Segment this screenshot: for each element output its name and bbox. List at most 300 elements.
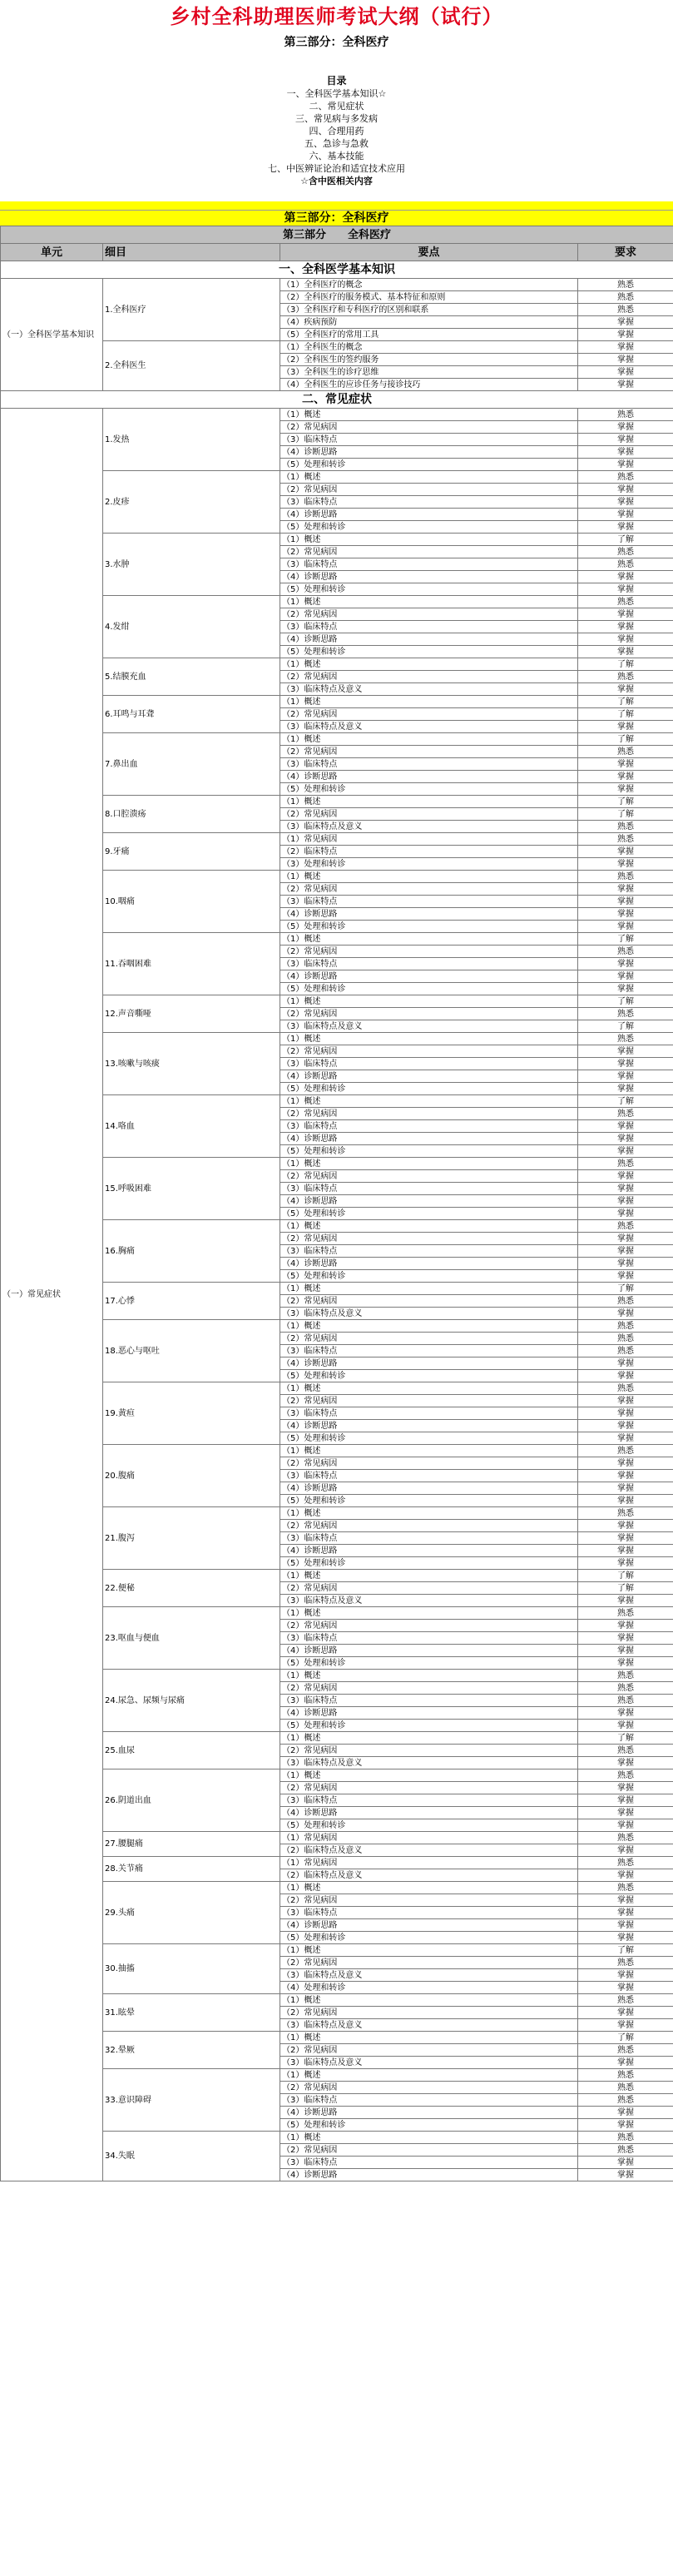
point-cell: （4）诊断思路 [280, 1645, 578, 1657]
point-cell: （4）诊断思路 [280, 1133, 578, 1145]
point-cell: （1）概述 [280, 471, 578, 484]
level-cell: 了解 [578, 696, 673, 708]
point-cell: （5）处理和转诊 [280, 646, 578, 658]
point-cell: （1）概述 [280, 1095, 578, 1108]
point-cell: （2）常见病因 [280, 1295, 578, 1308]
point-cell: （5）处理和转诊 [280, 1557, 578, 1570]
level-cell: 掌握 [578, 646, 673, 658]
level-cell: 熟悉 [578, 546, 673, 558]
level-cell: 掌握 [578, 1407, 673, 1420]
level-cell: 掌握 [578, 1969, 673, 1982]
point-cell: （1）概述 [280, 2132, 578, 2144]
point-cell: （3）临床特点 [280, 1632, 578, 1645]
point-cell: （5）处理和转诊 [280, 521, 578, 534]
level-cell: 掌握 [578, 2119, 673, 2132]
level-cell: 掌握 [578, 521, 673, 534]
point-cell: （4）诊断思路 [280, 908, 578, 921]
point-cell: （3）临床特点 [280, 1183, 578, 1195]
point-cell: （2）常见病因 [280, 1333, 578, 1345]
level-cell: 熟悉 [578, 304, 673, 316]
point-cell: （1）概述 [280, 1220, 578, 1233]
level-cell: 熟悉 [578, 946, 673, 958]
level-cell: 熟悉 [578, 2094, 673, 2107]
point-cell: （2）常见病因 [280, 1008, 578, 1020]
yellow-band [0, 201, 673, 210]
level-cell: 熟悉 [578, 833, 673, 846]
point-cell: （2）常见病因 [280, 2082, 578, 2094]
point-cell: （2）常见病因 [280, 1045, 578, 1058]
point-cell: （1）概述 [280, 2069, 578, 2082]
level-cell: 掌握 [578, 1245, 673, 1258]
level-cell: 掌握 [578, 970, 673, 983]
level-cell: 掌握 [578, 921, 673, 933]
table-row [1, 279, 673, 291]
toc-item: 六、基本技能 [309, 151, 364, 161]
point-cell: （3）临床特点 [280, 2094, 578, 2107]
level-cell: 掌握 [578, 1083, 673, 1095]
topic-cell: 30.抽搐 [103, 1944, 280, 1994]
point-cell: （5）处理和转诊 [280, 1720, 578, 1732]
header-point: 要点 [280, 244, 578, 261]
point-cell: （5）处理和转诊 [280, 1145, 578, 1158]
point-cell: （1）全科医生的概念 [280, 341, 578, 354]
point-cell: （2）临床特点 [280, 846, 578, 858]
point-cell: （3）临床特点 [280, 558, 578, 571]
level-cell: 掌握 [578, 908, 673, 921]
document-subtitle: 第三部分：全科医疗 [284, 36, 389, 49]
point-cell: （3）临床特点及意义 [280, 2019, 578, 2032]
point-cell: （1）概述 [280, 1033, 578, 1045]
level-cell: 掌握 [578, 1894, 673, 1907]
level-cell: 熟悉 [578, 2044, 673, 2057]
topic-cell: 16.胸痛 [103, 1220, 280, 1283]
level-cell: 熟悉 [578, 409, 673, 421]
point-cell: （3）临床特点 [280, 1120, 578, 1133]
level-cell: 熟悉 [578, 1382, 673, 1395]
table-column-headers [1, 244, 673, 261]
topic-cell: 8.口腔溃疡 [103, 796, 280, 833]
point-cell: （3）临床特点 [280, 2157, 578, 2169]
topic-cell: 2.皮疹 [103, 471, 280, 534]
level-cell: 掌握 [578, 509, 673, 521]
point-cell: （1）概述 [280, 1944, 578, 1957]
level-cell: 掌握 [578, 459, 673, 471]
level-cell: 掌握 [578, 1545, 673, 1557]
part-title: 第三部分：全科医疗 [0, 210, 673, 226]
level-cell: 熟悉 [578, 1882, 673, 1894]
level-cell: 掌握 [578, 2107, 673, 2119]
point-cell: （5）处理和转诊 [280, 1657, 578, 1670]
level-cell: 掌握 [578, 1258, 673, 1270]
level-cell: 熟悉 [578, 596, 673, 608]
point-cell: （5）处理和转诊 [280, 1270, 578, 1283]
level-cell: 掌握 [578, 571, 673, 583]
level-cell: 熟悉 [578, 1158, 673, 1170]
point-cell: （1）概述 [280, 1382, 578, 1395]
point-cell: （5）处理和转诊 [280, 1083, 578, 1095]
level-cell: 掌握 [578, 1757, 673, 1769]
level-cell: 熟悉 [578, 1295, 673, 1308]
point-cell: （3）临床特点及意义 [280, 821, 578, 833]
point-cell: （4）诊断思路 [280, 1482, 578, 1495]
point-cell: （5）处理和转诊 [280, 783, 578, 796]
point-cell: （1）概述 [280, 733, 578, 746]
point-cell: （3）全科医疗和专科医疗的区别和联系 [280, 304, 578, 316]
level-cell: 掌握 [578, 683, 673, 696]
topic-cell: 12.声音嘶哑 [103, 995, 280, 1033]
section-row [1, 261, 673, 279]
level-cell: 了解 [578, 1283, 673, 1295]
level-cell: 了解 [578, 796, 673, 808]
level-cell: 掌握 [578, 1982, 673, 1994]
point-cell: （3）临床特点 [280, 1794, 578, 1807]
topic-cell: 14.咯血 [103, 1095, 280, 1158]
level-cell: 掌握 [578, 1532, 673, 1545]
point-cell: （2）常见病因 [280, 746, 578, 758]
level-cell: 掌握 [578, 1707, 673, 1720]
point-cell: （4）诊断思路 [280, 1707, 578, 1720]
toc-item: 一、全科医学基本知识☆ [286, 88, 387, 99]
point-cell: （3）临床特点 [280, 896, 578, 908]
level-cell: 掌握 [578, 421, 673, 434]
level-cell: 掌握 [578, 366, 673, 379]
point-cell: （2）常见病因 [280, 1108, 578, 1120]
point-cell: （3）临床特点 [280, 1407, 578, 1420]
toc-item: 七、中医辨证论治和适宜技术应用 [268, 163, 405, 174]
level-cell: 掌握 [578, 1794, 673, 1807]
point-cell: （4）诊断思路 [280, 1919, 578, 1932]
point-cell: （3）临床特点 [280, 958, 578, 970]
level-cell: 熟悉 [578, 1320, 673, 1333]
level-cell: 掌握 [578, 1270, 673, 1283]
toc-item: 五、急诊与急救 [304, 138, 369, 149]
point-cell: （3）临床特点 [280, 621, 578, 633]
point-cell: （2）常见病因 [280, 2044, 578, 2057]
level-cell: 掌握 [578, 1645, 673, 1657]
point-cell: （2）常见病因 [280, 1582, 578, 1595]
toc-title: 目录 [326, 75, 347, 87]
level-cell: 熟悉 [578, 1008, 673, 1020]
table-row [1, 409, 673, 421]
table-part-header [1, 226, 673, 244]
level-cell: 熟悉 [578, 279, 673, 291]
section-row [1, 391, 673, 409]
point-cell: （4）诊断思路 [280, 633, 578, 646]
level-cell: 掌握 [578, 883, 673, 896]
document-header [0, 0, 673, 201]
level-cell: 掌握 [578, 1557, 673, 1570]
level-cell: 熟悉 [578, 1033, 673, 1045]
topic-cell: 27.腰腿痛 [103, 1832, 280, 1857]
point-cell: （5）处理和转诊 [280, 1495, 578, 1507]
table-of-contents [0, 87, 673, 187]
level-cell: 掌握 [578, 958, 673, 970]
point-cell: （2）常见病因 [280, 1894, 578, 1907]
point-cell: （3）临床特点 [280, 1907, 578, 1919]
point-cell: （4）诊断思路 [280, 1420, 578, 1432]
level-cell: 掌握 [578, 1233, 673, 1245]
topic-cell: 2.全科医生 [103, 341, 280, 391]
point-cell: （3）临床特点 [280, 1532, 578, 1545]
level-cell: 熟悉 [578, 2082, 673, 2094]
point-cell: （5）处理和转诊 [280, 1370, 578, 1382]
point-cell: （3）临床特点及意义 [280, 721, 578, 733]
point-cell: （1）概述 [280, 1283, 578, 1295]
point-cell: （4）处理和转诊 [280, 1982, 578, 1994]
level-cell: 掌握 [578, 1395, 673, 1407]
point-cell: （2）常见病因 [280, 946, 578, 958]
level-cell: 掌握 [578, 446, 673, 459]
level-cell: 掌握 [578, 341, 673, 354]
topic-cell: 5.结膜充血 [103, 658, 280, 696]
point-cell: （3）临床特点及意义 [280, 1969, 578, 1982]
point-cell: （3）全科医生的诊疗思维 [280, 366, 578, 379]
topic-cell: 7.鼻出血 [103, 733, 280, 796]
point-cell: （2）常见病因 [280, 1957, 578, 1969]
level-cell: 掌握 [578, 1208, 673, 1220]
point-cell: （2）常见病因 [280, 546, 578, 558]
point-cell: （1）概述 [280, 1507, 578, 1520]
level-cell: 掌握 [578, 1045, 673, 1058]
level-cell: 掌握 [578, 484, 673, 496]
topic-cell: 32.晕厥 [103, 2032, 280, 2069]
point-cell: （3）临床特点 [280, 1245, 578, 1258]
level-cell: 掌握 [578, 1869, 673, 1882]
point-cell: （1）概述 [280, 1607, 578, 1620]
point-cell: （1）常见病因 [280, 1832, 578, 1844]
section-title: 二、常见症状 [1, 391, 673, 409]
point-cell: （1）概述 [280, 871, 578, 883]
level-cell: 掌握 [578, 1470, 673, 1482]
level-cell: 熟悉 [578, 1769, 673, 1782]
point-cell: （3）临床特点及意义 [280, 683, 578, 696]
point-cell: （1）概述 [280, 1158, 578, 1170]
point-cell: （4）诊断思路 [280, 1195, 578, 1208]
level-cell: 熟悉 [578, 1607, 673, 1620]
topic-cell: 29.头痛 [103, 1882, 280, 1944]
level-cell: 了解 [578, 1732, 673, 1745]
level-cell: 掌握 [578, 1183, 673, 1195]
topic-cell: 24.尿急、尿频与尿痛 [103, 1670, 280, 1732]
level-cell: 熟悉 [578, 1957, 673, 1969]
level-cell: 熟悉 [578, 1682, 673, 1695]
topic-cell: 34.失眠 [103, 2132, 280, 2181]
level-cell: 熟悉 [578, 291, 673, 304]
level-cell: 熟悉 [578, 558, 673, 571]
toc-item: 二、常见症状 [309, 101, 364, 112]
point-cell: （2）常见病因 [280, 1233, 578, 1245]
level-cell: 掌握 [578, 434, 673, 446]
level-cell: 熟悉 [578, 1108, 673, 1120]
point-cell: （4）全科医生的应诊任务与接诊技巧 [280, 379, 578, 391]
topic-cell: 22.便秘 [103, 1570, 280, 1607]
point-cell: （4）诊断思路 [280, 970, 578, 983]
point-cell: （5）处理和转诊 [280, 1432, 578, 1445]
level-cell: 掌握 [578, 1495, 673, 1507]
point-cell: （3）临床特点 [280, 1470, 578, 1482]
header-topic: 细目 [103, 244, 280, 261]
level-cell: 掌握 [578, 758, 673, 771]
level-cell: 熟悉 [578, 1857, 673, 1869]
level-cell: 掌握 [578, 771, 673, 783]
level-cell: 掌握 [578, 1657, 673, 1670]
point-cell: （4）疾病预防 [280, 316, 578, 329]
topic-cell: 1.全科医疗 [103, 279, 280, 341]
point-cell: （1）常见病因 [280, 1857, 578, 1869]
point-cell: （3）临床特点及意义 [280, 1757, 578, 1769]
level-cell: 熟悉 [578, 471, 673, 484]
level-cell: 掌握 [578, 1632, 673, 1645]
point-cell: （4）诊断思路 [280, 1258, 578, 1270]
level-cell: 掌握 [578, 496, 673, 509]
point-cell: （1）概述 [280, 409, 578, 421]
level-cell: 掌握 [578, 2019, 673, 2032]
level-cell: 掌握 [578, 316, 673, 329]
level-cell: 熟悉 [578, 1832, 673, 1844]
point-cell: （5）处理和转诊 [280, 2119, 578, 2132]
point-cell: （4）诊断思路 [280, 571, 578, 583]
level-cell: 了解 [578, 933, 673, 946]
topic-cell: 28.关节痛 [103, 1857, 280, 1882]
point-cell: （2）临床特点及意义 [280, 1869, 578, 1882]
point-cell: （1）概述 [280, 796, 578, 808]
point-cell: （2）常见病因 [280, 608, 578, 621]
level-cell: 了解 [578, 1944, 673, 1957]
point-cell: （3）临床特点 [280, 1058, 578, 1070]
point-cell: （3）临床特点 [280, 758, 578, 771]
point-cell: （1）概述 [280, 1570, 578, 1582]
level-cell: 了解 [578, 534, 673, 546]
point-cell: （1）常见病因 [280, 833, 578, 846]
point-cell: （1）概述 [280, 534, 578, 546]
point-cell: （4）诊断思路 [280, 2107, 578, 2119]
level-cell: 了解 [578, 995, 673, 1008]
level-cell: 熟悉 [578, 1445, 673, 1457]
level-cell: 掌握 [578, 1932, 673, 1944]
point-cell: （4）诊断思路 [280, 1807, 578, 1819]
point-cell: （3）临床特点 [280, 1695, 578, 1707]
level-cell: 掌握 [578, 783, 673, 796]
topic-cell: 9.牙痛 [103, 833, 280, 871]
level-cell: 掌握 [578, 1782, 673, 1794]
point-cell: （2）常见病因 [280, 1682, 578, 1695]
topic-cell: 6.耳鸣与耳聋 [103, 696, 280, 733]
level-cell: 掌握 [578, 1807, 673, 1819]
level-cell: 了解 [578, 658, 673, 671]
point-cell: （2）常见病因 [280, 1520, 578, 1532]
point-cell: （5）全科医疗的常用工具 [280, 329, 578, 341]
point-cell: （4）诊断思路 [280, 1357, 578, 1370]
point-cell: （5）处理和转诊 [280, 983, 578, 995]
level-cell: 了解 [578, 1095, 673, 1108]
level-cell: 掌握 [578, 1195, 673, 1208]
level-cell: 掌握 [578, 1170, 673, 1183]
level-cell: 掌握 [578, 1720, 673, 1732]
level-cell: 熟悉 [578, 1670, 673, 1682]
toc-item: 三、常见病与多发病 [295, 113, 378, 124]
point-cell: （1）概述 [280, 995, 578, 1008]
point-cell: （1）全科医疗的概念 [280, 279, 578, 291]
point-cell: （1）概述 [280, 1445, 578, 1457]
point-cell: （5）处理和转诊 [280, 1932, 578, 1944]
level-cell: 熟悉 [578, 1333, 673, 1345]
point-cell: （1）概述 [280, 2032, 578, 2044]
point-cell: （1）概述 [280, 933, 578, 946]
level-cell: 熟悉 [578, 1994, 673, 2007]
point-cell: （4）诊断思路 [280, 1070, 578, 1083]
point-cell: （2）常见病因 [280, 484, 578, 496]
topic-cell: 31.眩晕 [103, 1994, 280, 2032]
level-cell: 了解 [578, 2032, 673, 2044]
point-cell: （2）常见病因 [280, 1782, 578, 1794]
level-cell: 掌握 [578, 1432, 673, 1445]
topic-cell: 17.心悸 [103, 1283, 280, 1320]
point-cell: （2）常见病因 [280, 883, 578, 896]
point-cell: （2）全科医生的签约服务 [280, 354, 578, 366]
level-cell: 掌握 [578, 1620, 673, 1632]
level-cell: 掌握 [578, 2169, 673, 2181]
table-part-label: 第三部分 全科医疗 [1, 226, 673, 244]
level-cell: 掌握 [578, 983, 673, 995]
topic-cell: 4.发绀 [103, 596, 280, 658]
point-cell: （2）常见病因 [280, 808, 578, 821]
level-cell: 掌握 [578, 1133, 673, 1145]
level-cell: 掌握 [578, 2007, 673, 2019]
point-cell: （2）常见病因 [280, 1170, 578, 1183]
point-cell: （3）临床特点 [280, 434, 578, 446]
level-cell: 掌握 [578, 1370, 673, 1382]
level-cell: 了解 [578, 733, 673, 746]
level-cell: 掌握 [578, 633, 673, 646]
level-cell: 掌握 [578, 1907, 673, 1919]
point-cell: （2）常见病因 [280, 1457, 578, 1470]
level-cell: 掌握 [578, 1819, 673, 1832]
point-cell: （4）诊断思路 [280, 446, 578, 459]
level-cell: 掌握 [578, 379, 673, 391]
point-cell: （1）概述 [280, 658, 578, 671]
level-cell: 掌握 [578, 1457, 673, 1470]
toc-item: ☆含中医相关内容 [300, 176, 373, 186]
level-cell: 掌握 [578, 1145, 673, 1158]
point-cell: （3）临床特点 [280, 496, 578, 509]
level-cell: 了解 [578, 808, 673, 821]
document-title: 乡村全科助理医师考试大纲（试行） [170, 4, 503, 28]
unit-cell: （一）常见症状 [1, 409, 103, 2181]
level-cell: 掌握 [578, 858, 673, 871]
point-cell: （3）临床特点及意义 [280, 2057, 578, 2069]
level-cell: 掌握 [578, 608, 673, 621]
level-cell: 掌握 [578, 1520, 673, 1532]
level-cell: 熟悉 [578, 2069, 673, 2082]
topic-cell: 23.呕血与便血 [103, 1607, 280, 1670]
toc-item: 四、合理用药 [309, 126, 364, 136]
point-cell: （5）处理和转诊 [280, 583, 578, 596]
level-cell: 掌握 [578, 1482, 673, 1495]
level-cell: 掌握 [578, 1919, 673, 1932]
topic-cell: 25.血尿 [103, 1732, 280, 1769]
level-cell: 熟悉 [578, 1507, 673, 1520]
point-cell: （2）常见病因 [280, 2007, 578, 2019]
syllabus-table [0, 226, 673, 2181]
topic-cell: 19.黄疸 [103, 1382, 280, 1445]
topic-cell: 18.恶心与呕吐 [103, 1320, 280, 1382]
point-cell: （3）临床特点 [280, 1345, 578, 1357]
point-cell: （2）常见病因 [280, 1745, 578, 1757]
level-cell: 掌握 [578, 1058, 673, 1070]
point-cell: （4）诊断思路 [280, 509, 578, 521]
point-cell: （5）处理和转诊 [280, 1819, 578, 1832]
point-cell: （4）诊断思路 [280, 2169, 578, 2181]
